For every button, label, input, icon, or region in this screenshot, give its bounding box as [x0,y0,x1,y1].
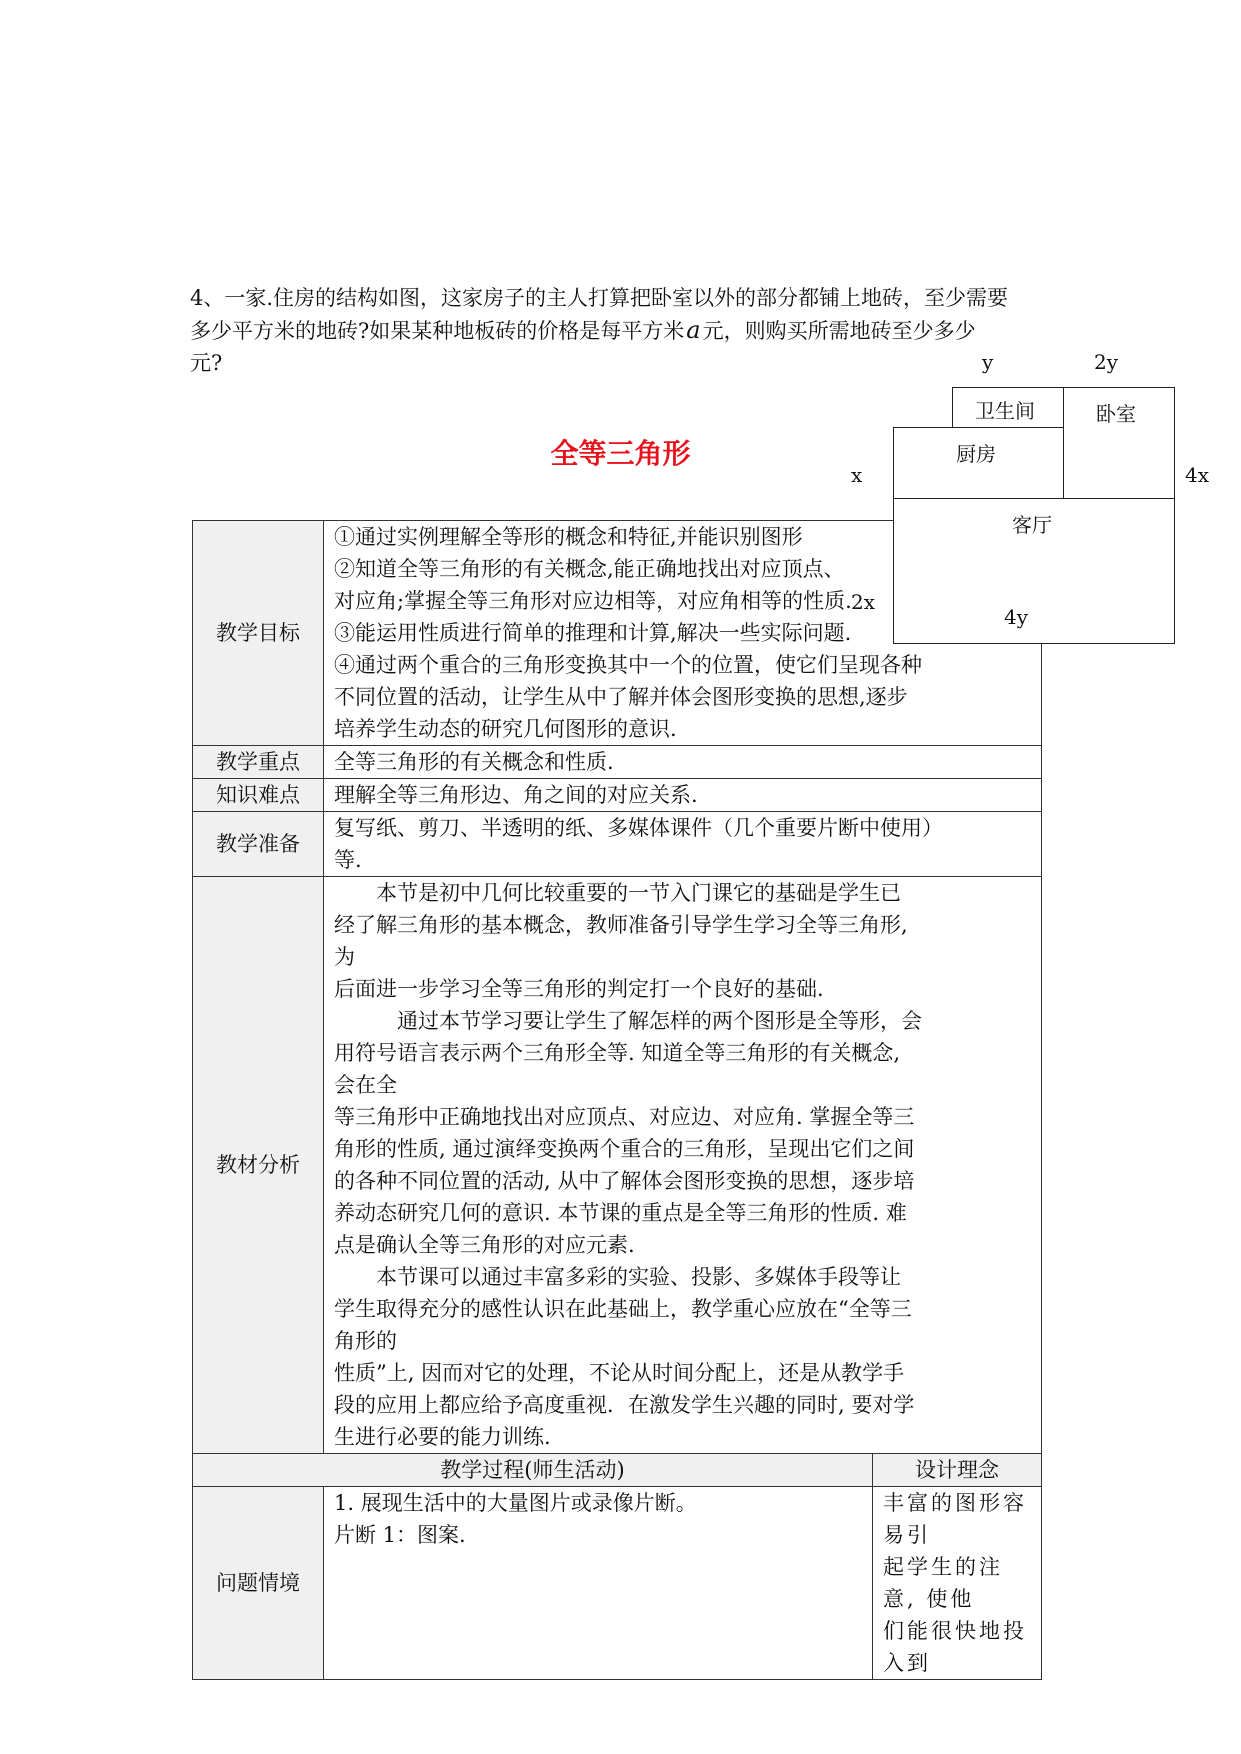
dim-top-left: y [982,350,994,374]
situation-line: 1. 展现生活中的大量图片或录像片断。 [334,1491,697,1515]
analysis-line: 性质”上, 因而对它的处理，不论从时间分配上，还是从教学手 [334,1361,905,1385]
analysis-line: 经了解三角形的基本概念，教师准备引导学生学习全等三角形, [334,913,908,937]
goals-label: 教学目标 [193,521,324,746]
problem-line-1: 4、一家.住房的结构如图，这家房子的主人打算把卧室以外的部分都铺上地砖，至少需要 [190,286,1009,310]
analysis-content [324,877,1042,1454]
room-kitchen [893,427,1064,500]
dim-inner: 2x [851,590,876,614]
goal-line: 不同位置的活动，让学生从中了解并体会图形变换的思想,逐步 [334,685,908,709]
row-headers [193,1454,1042,1487]
analysis-line: 学生取得充分的感性认识在此基础上，教学重心应放在“全等三 [334,1297,912,1321]
analysis-line: 角形的性质, 通过演绎变换两个重合的三角形，呈现出它们之间 [334,1137,915,1161]
row-situation [193,1487,1042,1680]
prep-content [324,812,1042,877]
problem-text [190,282,1050,379]
goal-line: 培养学生动态的研究几何图形的意识. [334,717,677,741]
situation-content [324,1487,873,1680]
analysis-line: 为 [334,945,355,969]
analysis-line: 后面进一步学习全等三角形的判定打一个良好的基础. [334,977,824,1001]
row-analysis [193,877,1042,1454]
kitchen-label: 厨房 [956,442,996,466]
page-title: 全等三角形 [550,437,691,470]
dim-left: x [851,463,863,487]
situation-line: 片断 1：图案. [334,1523,466,1547]
analysis-line: 点是确认全等三角形的对应元素. [334,1233,635,1257]
analysis-line: 本节是初中几何比较重要的一节入门课它的基础是学生已 [376,881,901,905]
dim-right: 4x [1185,463,1210,487]
goal-line: ④通过两个重合的三角形变换其中一个的位置，使它们呈现各种 [334,653,922,677]
room-bedroom [1063,387,1175,500]
difficulty-label: 知识难点 [193,779,324,812]
problem-line-3: 元? [190,351,223,375]
goal-line: ③能运用性质进行简单的推理和计算,解决一些实际问题. [334,621,852,645]
goal-line: 对应角;掌握全等三角形对应边相等，对应角相等的性质. [334,589,852,613]
analysis-line: 等三角形中正确地找出对应顶点、对应边、对应角. 掌握全等三 [334,1105,915,1129]
process-header: 教学过程(师生活动) [193,1454,873,1487]
living-label: 客厅 [1012,513,1052,537]
analysis-line: 养动态研究几何的意识. 本节课的重点是全等三角形的性质. 难 [334,1201,907,1225]
key-label: 教学重点 [193,746,324,779]
key-content: 全等三角形的有关概念和性质. [324,746,1042,779]
difficulty-content: 理解全等三角形边、角之间的对应关系. [324,779,1042,812]
prep-label: 教学准备 [193,812,324,877]
row-difficulty [193,779,1042,812]
problem-line-2b: 元，则购买所需地砖至少多少 [702,319,976,343]
problem-line-2 [190,314,1050,347]
variable-a: a [686,316,701,344]
concept-header: 设计理念 [873,1454,1042,1487]
goal-line: ①通过实例理解全等形的概念和特征,并能识别图形 [334,525,803,549]
goal-line: ②知道全等三角形的有关概念,能正确地找出对应顶点、 [334,557,845,581]
concept-line: 起学生的注意, 使他 [883,1555,1003,1611]
room-living [893,498,1175,644]
concept-line: 们能很快地投入到 [883,1619,1027,1675]
analysis-label: 教材分析 [193,877,324,1454]
problem-line-2a: 多少平方米的地砖?如果某种地板砖的价格是每平方米 [190,319,685,343]
situation-label [193,1487,324,1680]
concept-line: 丰富的图形容易引 [883,1491,1027,1547]
analysis-line: 通过本节学习要让学生了解怎样的两个图形是全等形，会 [397,1009,922,1033]
bathroom-label: 卫生间 [975,399,1035,423]
concept-content [873,1487,1042,1680]
lesson-plan-table [192,520,1042,1680]
analysis-line: 本节课可以通过丰富多彩的实验、投影、多媒体手段等让 [376,1265,901,1289]
prep-line: 等. [334,848,362,872]
bedroom-label: 卧室 [1096,402,1136,426]
analysis-line: 生进行必要的能力训练. [334,1425,551,1449]
analysis-line: 的各种不同位置的活动, 从中了解体会图形变换的思想，逐步培 [334,1169,915,1193]
analysis-line: 会在全 [334,1073,397,1097]
row-prep [193,812,1042,877]
analysis-line: 角形的 [334,1329,397,1353]
analysis-line: 段的应用上都应给予高度重视．在激发学生兴趣的同时, 要对学 [334,1393,915,1417]
row-key [193,746,1042,779]
room-bathroom [952,387,1064,429]
prep-line: 复写纸、剪刀、半透明的纸、多媒体课件（几个重要片断中使用） [334,816,943,840]
dim-bottom: 4y [1004,605,1029,629]
analysis-line: 用符号语言表示两个三角形全等. 知道全等三角形的有关概念, [334,1041,901,1065]
dim-top-right: 2y [1094,350,1119,374]
situation-label-text: 问题情境 [216,1571,300,1595]
